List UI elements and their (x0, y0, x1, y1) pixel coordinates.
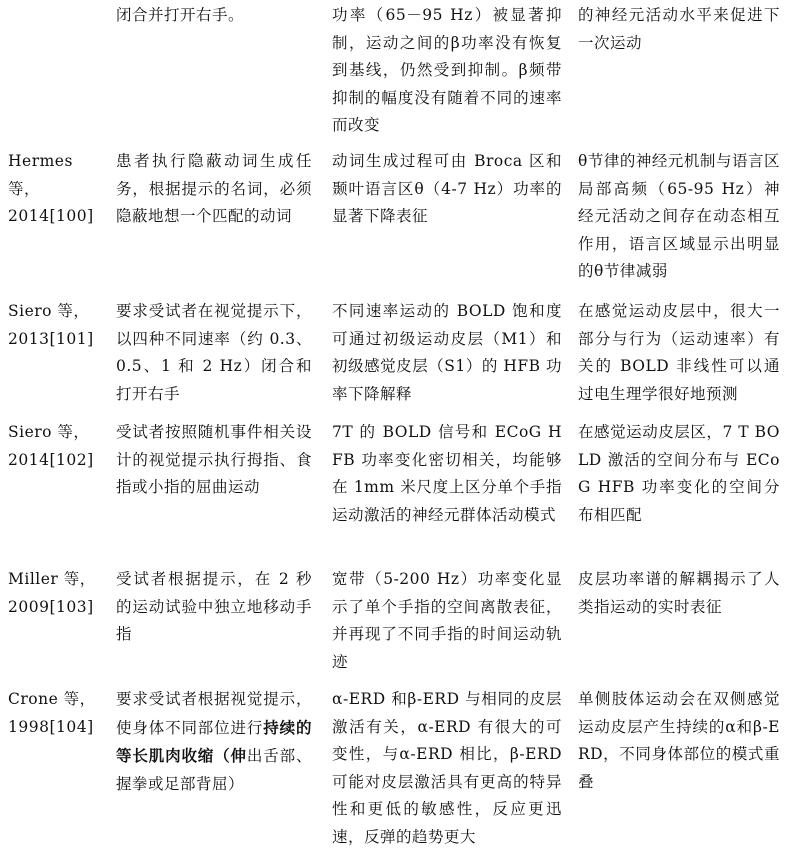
author-cell (8, 148, 104, 231)
author-cell (8, 419, 104, 474)
task-text-bold: 持续的等长肌肉收缩（伸 (116, 717, 312, 765)
author-name: Siero 等， (8, 302, 90, 320)
author-name: Crone 等， (8, 690, 96, 708)
finding-cell: 宽带（5-200 Hz）功率变化显示了单个手指的空间离散表征，并再现了不同手指的时间运动轨迹 (332, 570, 562, 671)
task-cell: 患者执行隐蔽动词生成任务，根据提示的名词，必须隐蔽地想一个匹配的动词 (116, 152, 312, 225)
author-cell (8, 566, 104, 621)
conclusion-cell: 在感觉运动皮层中，很大一部分与行为（运动速率）有关的 BOLD 非线性可以通过电生理学很好地预测 (578, 302, 780, 403)
finding-cell: α-ERD 和β-ERD 与相同的皮层激活有关，α-ERD 有很大的可变性，与α-ERD 相比，β-ERD 可能对皮层激活具有更高的特异性和更低的敏感性，反应更迅速，反弹的趋势更大 (332, 690, 562, 846)
task-cell (116, 686, 312, 798)
task-cell: 受试者按照随机事件相关设计的视觉提示执行拇指、食指或小指的屈曲运动 (116, 423, 312, 496)
author-citation: 2009[103] (8, 597, 94, 616)
task-text-tail: 出舌部、握拳或足部背屈） (116, 747, 312, 793)
author-name: Siero 等， (8, 423, 90, 441)
author-citation: 2014[100] (8, 207, 94, 225)
finding-cell: 功率（65－95 Hz）被显著抑制，运动之间的β功率没有恢复到基线，仍然受到抑制。β频带抑制的幅度没有随着不同的速率而改变 (332, 6, 562, 134)
conclusion-cell: 在感觉运动皮层区，7 T BOLD 激活的空间分布与 ECoG HFB 功率变化的空间分布相匹配 (578, 423, 780, 524)
conclusion-cell: 的神经元活动水平来促进下一次运动 (578, 6, 780, 52)
author-name: Hermes 等， (8, 152, 73, 198)
author-citation: 1998[104] (8, 717, 94, 736)
task-text: 要求受试者根据视觉提示，使身体不同部位进行 (116, 690, 312, 737)
author-name: Miller 等， (8, 570, 96, 588)
author-citation: 2014[102] (8, 450, 94, 469)
author-citation: 2013[101] (8, 329, 94, 348)
task-cell: 闭合并打开右手。 (116, 6, 245, 24)
finding-cell: 不同速率运动的 BOLD 饱和度可通过初级运动皮层（M1）和初级感觉皮层（S1）的 HFB 功率下降解释 (332, 302, 562, 403)
task-cell: 受试者根据提示，在 2 秒的运动试验中独立地移动手指 (116, 570, 312, 643)
task-cell: 要求受试者在视觉提示下，以四种不同速率（约 0.3、0.5、1 和 2 Hz）闭合和打开右手 (116, 302, 312, 403)
conclusion-cell: θ节律的神经元机制与语言区局部高频（65-95 Hz）神经元活动之间存在动态相互作用，语言区域显示出明显的θ节律减弱 (578, 152, 780, 280)
finding-cell: 动词生成过程可由 Broca 区和颞叶语言区θ（4-7 Hz）功率的显著下降表征 (332, 152, 562, 225)
conclusion-cell: 单侧肢体运动会在双侧感觉运动皮层产生持续的α和β-ERD，不同身体部位的模式重叠 (578, 690, 780, 791)
finding-cell: 7T 的 BOLD 信号和 ECoG HFB 功率变化密切相关，均能够在 1mm 米尺度上区分单个手指运动激活的神经元群体活动模式 (332, 423, 562, 524)
author-cell (8, 686, 104, 741)
author-cell (8, 298, 104, 353)
conclusion-cell: 皮层功率谱的解耦揭示了人类指运动的实时表征 (578, 570, 780, 616)
